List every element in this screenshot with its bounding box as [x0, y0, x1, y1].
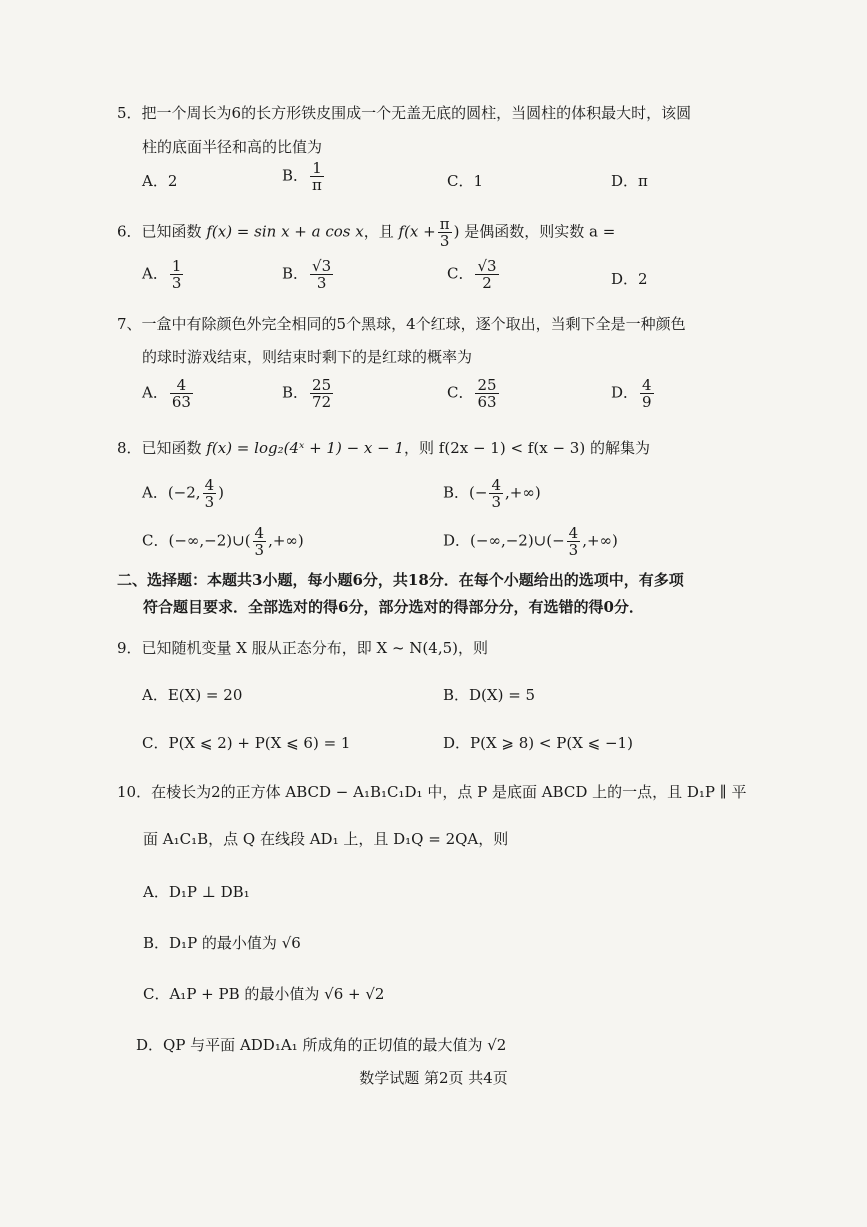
q5-option-b: B． $\frac{1}{\pi}$	[282, 159, 322, 194]
q6-option-a: A． $\frac{1}{3}$	[142, 257, 182, 292]
q8-option-b: B．(− $\frac{4}{3}$ ,+∞)	[443, 476, 541, 511]
q7-option-d: D． $\frac{4}{9}$	[611, 376, 652, 411]
q5-stem-line2: 柱的底面半径和高的比值为	[142, 138, 323, 156]
q8-option-c: C．(−∞,−2)∪( $\frac{4}{3}$ ,+∞)	[142, 524, 304, 559]
q5-option-d: D．π	[611, 172, 648, 190]
q6-option-b: B． $\frac{√3}{3}$	[282, 257, 332, 292]
q10-option-d: D．QP 与平面 ADD₁A₁ 所成角的正切值的最大值为 √2	[136, 1036, 507, 1054]
q6-option-c: C． $\frac{√3}{2}$	[447, 257, 497, 292]
section2-heading-line1: 二、选择题：本题共3小题，每小题6分，共18分．在每个小题给出的选项中，有多项	[117, 571, 684, 589]
page-footer: 数学试题 第2页 共4页	[359, 1069, 508, 1087]
q6-stem: 6．已知函数 f(x) = sin x + a cos x，且 f(x + $\frac{\pi}{3}$ ) 是偶函数，则实数 a =	[117, 215, 616, 250]
q10-option-a: A．D₁P ⊥ DB₁	[143, 883, 250, 901]
q6-function: f(x) = sin x + a cos x	[206, 222, 364, 241]
q10-option-b: B．D₁P 的最小值为 √6	[143, 934, 301, 952]
q10-stem-line2: 面 A₁C₁B，点 Q 在线段 AD₁ 上，且 D₁Q = 2QA，则	[143, 830, 509, 848]
section2-heading-line2: 符合题目要求．全部选对的得6分，部分选对的得部分分，有选错的得0分．	[143, 598, 644, 616]
q9-option-b: B．D(X) = 5	[443, 686, 536, 704]
q7-stem-line2: 的球时游戏结束，则结束时剩下的是红球的概率为	[142, 348, 473, 366]
q10-option-c: C．A₁P + PB 的最小值为 √6 + √2	[143, 985, 385, 1003]
q9-option-a: A．E(X) = 20	[142, 686, 243, 704]
q9-option-d: D．P(X ⩾ 8) < P(X ⩽ −1)	[443, 734, 633, 752]
q8-stem: 8．已知函数 f(x) = log₂(4ˣ + 1) − x − 1，则 f(2x − 1) < f(x − 3) 的解集为	[117, 439, 650, 457]
q9-option-c: C．P(X ⩽ 2) + P(X ⩽ 6) = 1	[142, 734, 351, 752]
q7-option-a: A． $\frac{4}{63}$	[142, 376, 191, 411]
q6-pi-over-3: $\frac{\pi}{3}$	[439, 215, 450, 250]
q8-function: f(x) = log₂(4ˣ + 1) − x − 1	[206, 439, 405, 457]
q8-option-d: D．(−∞,−2)∪(− $\frac{4}{3}$ ,+∞)	[443, 524, 618, 559]
q7-stem-line1: 7、一盒中有除颜色外完全相同的5个黑球，4个红球，逐个取出，当剩下全是一种颜色	[117, 315, 686, 333]
q10-stem-line1: 10．在棱长为2的正方体 ABCD − A₁B₁C₁D₁ 中，点 P 是底面 ABCD 上的一点，且 D₁P ∥ 平	[117, 783, 747, 801]
q6-option-d: D．2	[611, 270, 648, 288]
q7-option-b: B． $\frac{25}{72}$	[282, 376, 332, 411]
q7-option-c: C． $\frac{25}{63}$	[447, 376, 497, 411]
q5-option-a: A．2	[142, 172, 178, 190]
q8-option-a: A．(−2, $\frac{4}{3}$ )	[142, 476, 224, 511]
q5-stem-line1: 5．把一个周长为6的长方形铁皮围成一个无盖无底的圆柱，当圆柱的体积最大时，该圆	[117, 104, 692, 122]
q5-option-c: C．1	[447, 172, 484, 190]
q9-stem: 9．已知随机变量 X 服从正态分布，即 X ~ N(4,5)，则	[117, 639, 488, 657]
q5-option-b-fraction: $\frac{1}{\pi}$	[312, 159, 322, 194]
